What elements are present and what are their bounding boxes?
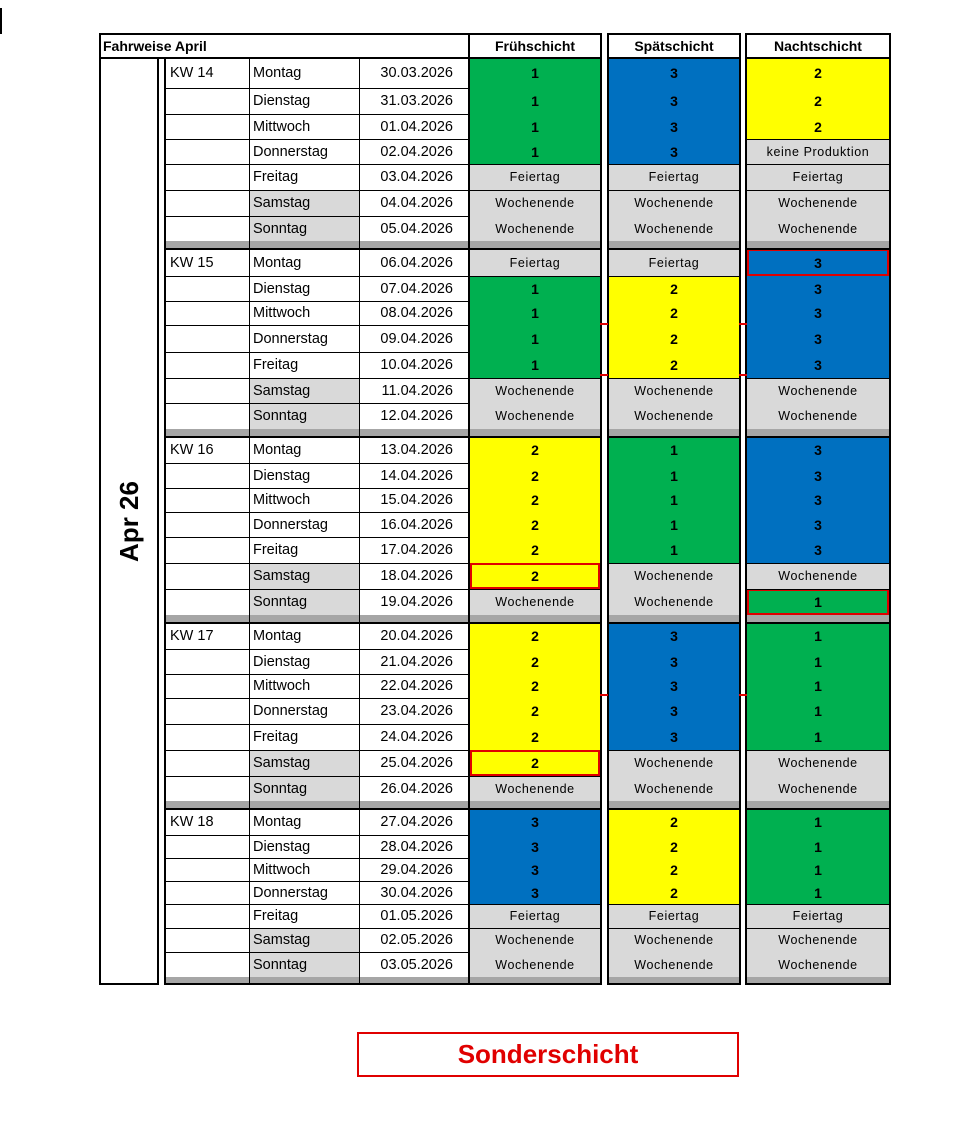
late-shift-cell: Wochenende: [609, 378, 739, 403]
grid-line: [747, 563, 889, 564]
grid-line: [166, 325, 249, 326]
date-cell: 08.04.2026: [380, 305, 453, 321]
grid-line: [166, 248, 469, 250]
grid-line: [470, 378, 600, 379]
grid-line: [470, 276, 600, 277]
early-shift-cell: Wochenende: [470, 776, 600, 801]
grid-line: [607, 57, 741, 59]
date-cell: 09.04.2026: [380, 330, 453, 347]
late-shift-cell: 3: [609, 58, 739, 88]
date-cell: 30.04.2026: [380, 884, 453, 901]
week-number: KW 17: [170, 628, 214, 644]
grid-line: [470, 589, 600, 590]
date-cell: 14.04.2026: [380, 467, 453, 484]
early-shift-cell: Wochenende: [470, 928, 600, 952]
night-shift-cell: 3: [747, 276, 889, 301]
grid-line: [166, 952, 249, 953]
late-shift-cell: 3: [609, 674, 739, 698]
late-shift-cell: Feiertag: [609, 904, 739, 928]
late-shift-cell: Wochenende: [609, 190, 739, 216]
weekday-cell: Mittwoch: [253, 118, 311, 135]
date-cell: 02.05.2026: [380, 932, 453, 948]
grid-line: [166, 139, 249, 140]
weekday-cell: Freitag: [253, 729, 299, 745]
grid-line: [609, 563, 739, 564]
date-cell: 03.04.2026: [380, 169, 453, 185]
late-shift-cell: 1: [609, 463, 739, 488]
grid-line: [166, 190, 249, 191]
grid-line: [166, 835, 249, 836]
late-shift-cell: 2: [609, 352, 739, 378]
night-shift-cell: 1: [747, 809, 889, 835]
weekday-cell: Samstag: [249, 928, 359, 952]
grid-line: [99, 57, 470, 59]
early-shift-cell: Feiertag: [470, 164, 600, 190]
grid-line: [166, 776, 249, 777]
red-border-line: [600, 323, 608, 325]
night-shift-cell: Wochenende: [747, 750, 889, 776]
early-shift-cell: 2: [470, 649, 600, 674]
late-shift-cell: 2: [609, 809, 739, 835]
grid-line: [166, 436, 469, 438]
date-cell: 21.04.2026: [380, 653, 453, 670]
late-shift-cell: 1: [609, 537, 739, 563]
date-cell: 18.04.2026: [380, 568, 453, 584]
night-shift-cell: 2: [747, 58, 889, 88]
late-shift-cell: Feiertag: [609, 164, 739, 190]
grid-line: [889, 33, 891, 985]
early-shift-cell: Wochenende: [470, 952, 600, 977]
date-cell: 30.03.2026: [380, 65, 453, 81]
early-shift-cell: 1: [470, 88, 600, 114]
grid-line: [249, 58, 250, 985]
date-cell: 10.04.2026: [380, 357, 453, 373]
late-shift-cell: 3: [609, 724, 739, 750]
grid-line: [166, 352, 249, 353]
week-number: KW 16: [170, 442, 214, 458]
late-shift-cell: 2: [609, 276, 739, 301]
date-cell: 28.04.2026: [380, 838, 453, 855]
date-cell: 25.04.2026: [380, 755, 453, 771]
night-shift-cell: 1: [747, 835, 889, 858]
weekday-cell: Sonntag: [249, 776, 359, 801]
weekday-cell: Donnerstag: [253, 884, 328, 901]
night-shift-cell: 3: [747, 463, 889, 488]
grid-line: [609, 622, 739, 624]
late-shift-cell: 2: [609, 881, 739, 904]
grid-line: [166, 724, 249, 725]
early-shift-cell: 1: [470, 58, 600, 88]
night-shift-cell: 3: [747, 249, 889, 276]
night-shift-cell: Wochenende: [747, 952, 889, 977]
grid-line: [609, 750, 739, 751]
night-shift-cell: 3: [747, 437, 889, 463]
early-shift-cell: 2: [470, 488, 600, 512]
grid-line: [166, 698, 249, 699]
date-cell: 23.04.2026: [380, 703, 453, 719]
schedule-title: Fahrweise April: [103, 38, 207, 54]
grid-line: [470, 904, 600, 905]
date-cell: 22.04.2026: [380, 678, 453, 694]
late-shift-cell: 3: [609, 649, 739, 674]
early-shift-cell: Feiertag: [470, 249, 600, 276]
grid-line: [166, 488, 249, 489]
date-cell: 31.03.2026: [380, 93, 453, 109]
grid-line: [166, 750, 249, 751]
grid-line: [164, 983, 469, 985]
red-border-line: [739, 694, 747, 696]
grid-line: [166, 904, 249, 905]
weekday-cell: Sonntag: [249, 952, 359, 977]
weekday-cell: Montag: [253, 628, 302, 644]
late-shift-cell: Wochenende: [609, 776, 739, 801]
grid-line: [747, 904, 889, 905]
week-number: KW 15: [170, 254, 214, 271]
grid-line: [166, 858, 249, 859]
grid-line: [164, 58, 166, 985]
grid-line: [470, 436, 600, 438]
early-shift-cell: 2: [470, 623, 600, 649]
grid-line: [166, 88, 249, 89]
date-cell: 03.05.2026: [380, 956, 453, 973]
early-shift-cell: 2: [470, 512, 600, 537]
grid-line: [609, 904, 739, 905]
night-shift-cell: 1: [747, 698, 889, 724]
grid-line: [470, 190, 600, 191]
weekday-cell: Freitag: [253, 542, 299, 558]
grid-line: [99, 983, 159, 985]
grid-line: [166, 276, 249, 277]
early-shift-cell: 1: [470, 352, 600, 378]
red-border-line: [600, 374, 608, 376]
date-cell: 12.04.2026: [380, 408, 453, 424]
early-shift-cell: 1: [470, 325, 600, 352]
weekday-cell: Dienstag: [253, 653, 311, 670]
early-shift-cell: 2: [470, 698, 600, 724]
weekday-cell: Sonntag: [249, 403, 359, 429]
date-cell: 11.04.2026: [381, 382, 453, 399]
date-cell: 07.04.2026: [380, 280, 453, 297]
early-shift-cell: Wochenende: [470, 403, 600, 429]
late-shift-cell: Wochenende: [609, 216, 739, 241]
weekday-cell: Sonntag: [249, 216, 359, 241]
grid-line: [99, 33, 470, 35]
weekday-cell: Freitag: [253, 908, 299, 924]
grid-line: [747, 750, 889, 751]
grid-line: [607, 33, 609, 985]
weekday-cell: Freitag: [253, 169, 299, 185]
early-shift-cell: 2: [470, 463, 600, 488]
grid-line: [166, 537, 249, 538]
date-cell: 13.04.2026: [380, 442, 453, 458]
grid-line: [745, 33, 747, 985]
night-shift-cell: Wochenende: [747, 563, 889, 589]
early-shift-cell: 2: [470, 563, 600, 589]
date-cell: 01.04.2026: [380, 118, 453, 135]
weekday-cell: Freitag: [253, 357, 299, 373]
night-shift-cell: Feiertag: [747, 164, 889, 190]
weekday-cell: Donnerstag: [253, 703, 328, 719]
grid-line: [747, 436, 889, 438]
late-shift-cell: 1: [609, 488, 739, 512]
weekday-cell: Sonntag: [249, 589, 359, 615]
late-shift-cell: Wochenende: [609, 750, 739, 776]
early-shift-cell: Feiertag: [470, 904, 600, 928]
night-shift-cell: 1: [747, 674, 889, 698]
grid-line: [609, 190, 739, 191]
grid-line: [166, 403, 249, 404]
late-shift-cell: Wochenende: [609, 589, 739, 615]
late-shift-cell: 2: [609, 301, 739, 325]
night-shift-cell: keine Produktion: [747, 139, 889, 164]
weekday-cell: Mittwoch: [253, 861, 311, 878]
week-number: KW 14: [170, 65, 214, 81]
weekday-cell: Montag: [253, 814, 302, 830]
grid-line: [747, 248, 889, 250]
early-shift-cell: 2: [470, 674, 600, 698]
grid-line: [166, 622, 469, 624]
grid-line: [468, 33, 470, 985]
late-shift-cell: Wochenende: [609, 952, 739, 977]
grid-line: [166, 301, 249, 302]
late-shift-cell: 1: [609, 512, 739, 537]
grid-line: [166, 649, 249, 650]
early-shift-cell: 2: [470, 750, 600, 776]
date-cell: 01.05.2026: [380, 908, 453, 924]
night-shift-cell: 1: [747, 858, 889, 881]
night-shift-cell: 2: [747, 114, 889, 139]
grid-line: [99, 33, 101, 985]
grid-line: [600, 33, 602, 985]
late-shift-cell: 3: [609, 88, 739, 114]
night-shift-cell: Wochenende: [747, 928, 889, 952]
date-cell: 27.04.2026: [380, 814, 453, 830]
night-shift-cell: 3: [747, 352, 889, 378]
red-border-line: [739, 323, 747, 325]
date-cell: 17.04.2026: [380, 542, 453, 558]
early-shift-cell: 2: [470, 724, 600, 750]
month-label: [100, 58, 158, 984]
date-cell: 15.04.2026: [380, 492, 453, 508]
grid-line: [166, 164, 249, 165]
early-shift-cell: 1: [470, 114, 600, 139]
grid-line: [470, 248, 600, 250]
weekday-cell: Donnerstag: [253, 143, 328, 160]
weekday-cell: Dienstag: [253, 838, 311, 855]
grid-line: [739, 33, 741, 985]
grid-line: [609, 436, 739, 438]
grid-line: [607, 983, 741, 985]
grid-line: [157, 58, 159, 985]
grid-line: [745, 33, 891, 35]
month-label-text: Apr 26: [113, 480, 144, 562]
weekday-cell: Mittwoch: [253, 678, 311, 694]
grid-line: [747, 164, 889, 165]
night-shift-cell: Wochenende: [747, 216, 889, 241]
grid-line: [468, 983, 602, 985]
date-cell: 06.04.2026: [380, 254, 453, 271]
legend-special-shift: Sonderschicht: [357, 1032, 739, 1077]
weekday-cell: Dienstag: [253, 280, 311, 297]
night-shift-cell: 2: [747, 88, 889, 114]
date-cell: 29.04.2026: [380, 861, 453, 878]
weekday-cell: Samstag: [249, 190, 359, 216]
early-shift-cell: Wochenende: [470, 190, 600, 216]
grid-line: [745, 983, 891, 985]
grid-line: [166, 563, 249, 564]
night-shift-cell: 3: [747, 488, 889, 512]
date-cell: 19.04.2026: [380, 594, 453, 610]
weekday-cell: Samstag: [249, 563, 359, 589]
grid-line: [166, 512, 249, 513]
late-shift-cell: 2: [609, 835, 739, 858]
date-cell: 05.04.2026: [380, 220, 453, 237]
date-cell: 16.04.2026: [380, 516, 453, 533]
early-shift-cell: 1: [470, 301, 600, 325]
red-border-line: [739, 374, 747, 376]
late-shift-cell: 3: [609, 139, 739, 164]
grid-line: [747, 589, 889, 590]
weekday-cell: Donnerstag: [253, 330, 328, 347]
early-shift-cell: 2: [470, 537, 600, 563]
grid-line: [609, 164, 739, 165]
night-shift-cell: Wochenende: [747, 403, 889, 429]
grid-line: [166, 216, 249, 217]
early-shift-cell: 3: [470, 858, 600, 881]
grid-line: [166, 881, 249, 882]
grid-line: [609, 808, 739, 810]
weekday-cell: Dienstag: [253, 467, 311, 484]
night-shift-cell: Feiertag: [747, 904, 889, 928]
weekday-cell: Samstag: [249, 378, 359, 403]
header-night-shift: Nachtschicht: [774, 38, 862, 54]
date-cell: 02.04.2026: [380, 143, 453, 160]
early-shift-cell: 3: [470, 809, 600, 835]
night-shift-cell: 1: [747, 881, 889, 904]
grid-line: [609, 928, 739, 929]
weekday-cell: Samstag: [249, 750, 359, 776]
grid-line: [470, 928, 600, 929]
grid-line: [468, 57, 602, 59]
grid-line: [166, 463, 249, 464]
night-shift-cell: 3: [747, 537, 889, 563]
grid-line: [166, 674, 249, 675]
week-number: KW 18: [170, 814, 214, 830]
grid-line: [470, 164, 600, 165]
late-shift-cell: 3: [609, 698, 739, 724]
night-shift-cell: 1: [747, 724, 889, 750]
grid-line: [609, 248, 739, 250]
late-shift-cell: 2: [609, 858, 739, 881]
weekday-cell: Montag: [253, 254, 302, 271]
grid-line: [470, 776, 600, 777]
grid-line: [166, 114, 249, 115]
late-shift-cell: Wochenende: [609, 928, 739, 952]
grid-line: [747, 622, 889, 624]
grid-line: [747, 190, 889, 191]
grid-line: [359, 58, 360, 985]
late-shift-cell: Feiertag: [609, 249, 739, 276]
date-cell: 24.04.2026: [380, 729, 453, 745]
late-shift-cell: 2: [609, 325, 739, 352]
early-shift-cell: Wochenende: [470, 216, 600, 241]
grid-line: [166, 589, 249, 590]
grid-line: [468, 33, 602, 35]
night-shift-cell: Wochenende: [747, 378, 889, 403]
early-shift-cell: Wochenende: [470, 378, 600, 403]
night-shift-cell: 3: [747, 325, 889, 352]
weekday-cell: Donnerstag: [253, 516, 328, 533]
late-shift-cell: 1: [609, 437, 739, 463]
grid-line: [747, 928, 889, 929]
early-shift-cell: 1: [470, 276, 600, 301]
early-shift-cell: 3: [470, 835, 600, 858]
late-shift-cell: 3: [609, 623, 739, 649]
night-shift-cell: 1: [747, 623, 889, 649]
late-shift-cell: Wochenende: [609, 403, 739, 429]
early-shift-cell: 2: [470, 437, 600, 463]
grid-line: [470, 808, 600, 810]
night-shift-cell: 1: [747, 589, 889, 615]
grid-line: [745, 57, 891, 59]
grid-line: [607, 33, 741, 35]
grid-line: [747, 808, 889, 810]
grid-line: [166, 378, 249, 379]
early-shift-cell: 1: [470, 139, 600, 164]
text-cursor: [0, 8, 2, 34]
date-cell: 20.04.2026: [380, 628, 453, 644]
weekday-cell: Mittwoch: [253, 492, 311, 508]
weekday-cell: Montag: [253, 65, 302, 81]
night-shift-cell: Wochenende: [747, 776, 889, 801]
late-shift-cell: 3: [609, 114, 739, 139]
early-shift-cell: Wochenende: [470, 589, 600, 615]
grid-line: [166, 808, 469, 810]
grid-line: [609, 276, 739, 277]
early-shift-cell: 3: [470, 881, 600, 904]
night-shift-cell: 3: [747, 301, 889, 325]
grid-line: [747, 378, 889, 379]
header-late-shift: Spätschicht: [634, 38, 714, 54]
night-shift-cell: Wochenende: [747, 190, 889, 216]
weekday-cell: Montag: [253, 442, 302, 458]
date-cell: 26.04.2026: [380, 780, 453, 797]
grid-line: [166, 928, 249, 929]
grid-line: [609, 378, 739, 379]
red-border-line: [600, 694, 608, 696]
late-shift-cell: Wochenende: [609, 563, 739, 589]
grid-line: [747, 139, 889, 140]
header-early-shift: Frühschicht: [494, 38, 576, 54]
weekday-cell: Mittwoch: [253, 305, 311, 321]
night-shift-cell: 3: [747, 512, 889, 537]
night-shift-cell: 1: [747, 649, 889, 674]
weekday-cell: Dienstag: [253, 93, 311, 109]
date-cell: 04.04.2026: [380, 195, 453, 211]
grid-line: [470, 622, 600, 624]
